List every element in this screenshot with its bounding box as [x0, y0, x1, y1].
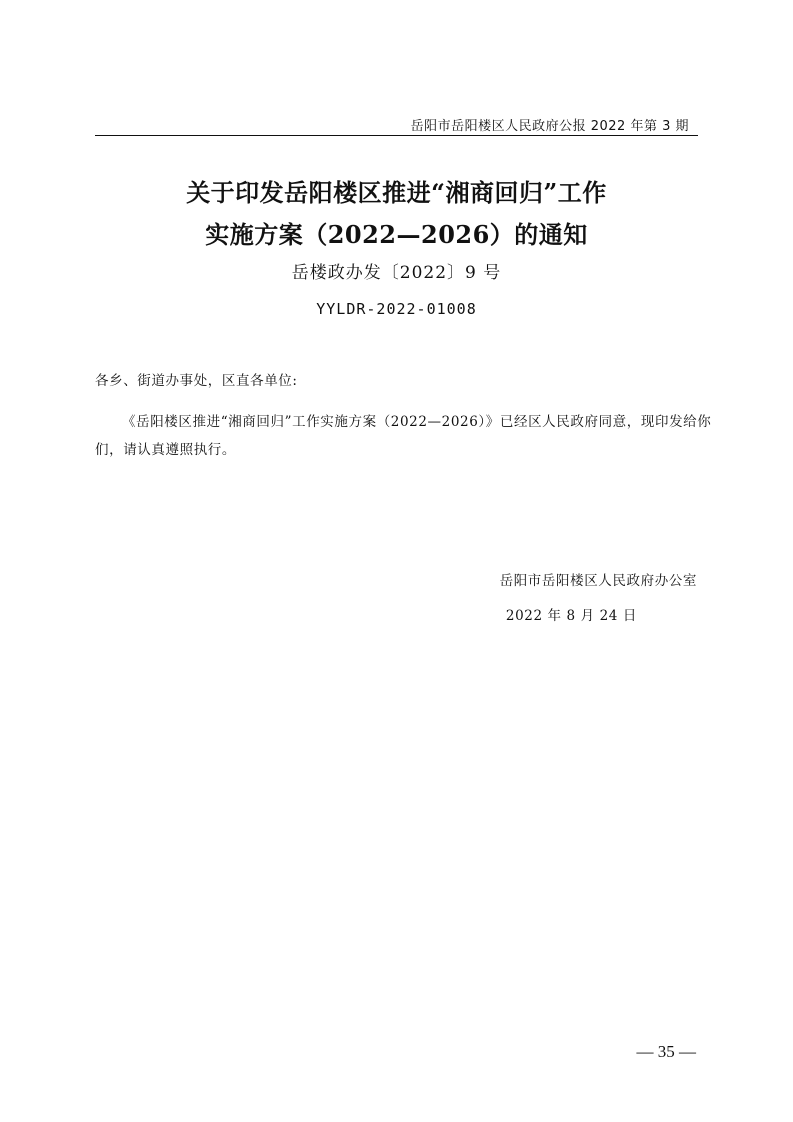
issuing-office: 岳阳市岳阳楼区人民政府办公室	[499, 573, 697, 589]
document-number: 岳楼政办发〔2022〕9 号	[291, 263, 502, 283]
salutation: 各乡、街道办事处，区直各单位:	[95, 373, 298, 389]
document-title-line-2: 实施方案（2022—2026）的通知	[205, 220, 588, 249]
document-title-line-1: 关于印发岳阳楼区推进“湘商回归”工作	[186, 178, 607, 207]
header-divider	[95, 135, 698, 136]
page-number: — 35 —	[636, 1042, 696, 1061]
registration-number: YYLDR-2022-01008	[316, 300, 477, 318]
body-paragraph-line-2: 们，请认真遵照执行。	[95, 442, 236, 458]
issue-date: 2022 年 8 月 24 日	[505, 608, 637, 624]
body-paragraph-line-1: 《岳阳楼区推进“湘商回归”工作实施方案（2022—2026）》已经区人民政府同意，现印发给你	[122, 414, 712, 430]
bulletin-header: 岳阳市岳阳楼区人民政府公报 2022 年第 3 期	[410, 119, 689, 134]
